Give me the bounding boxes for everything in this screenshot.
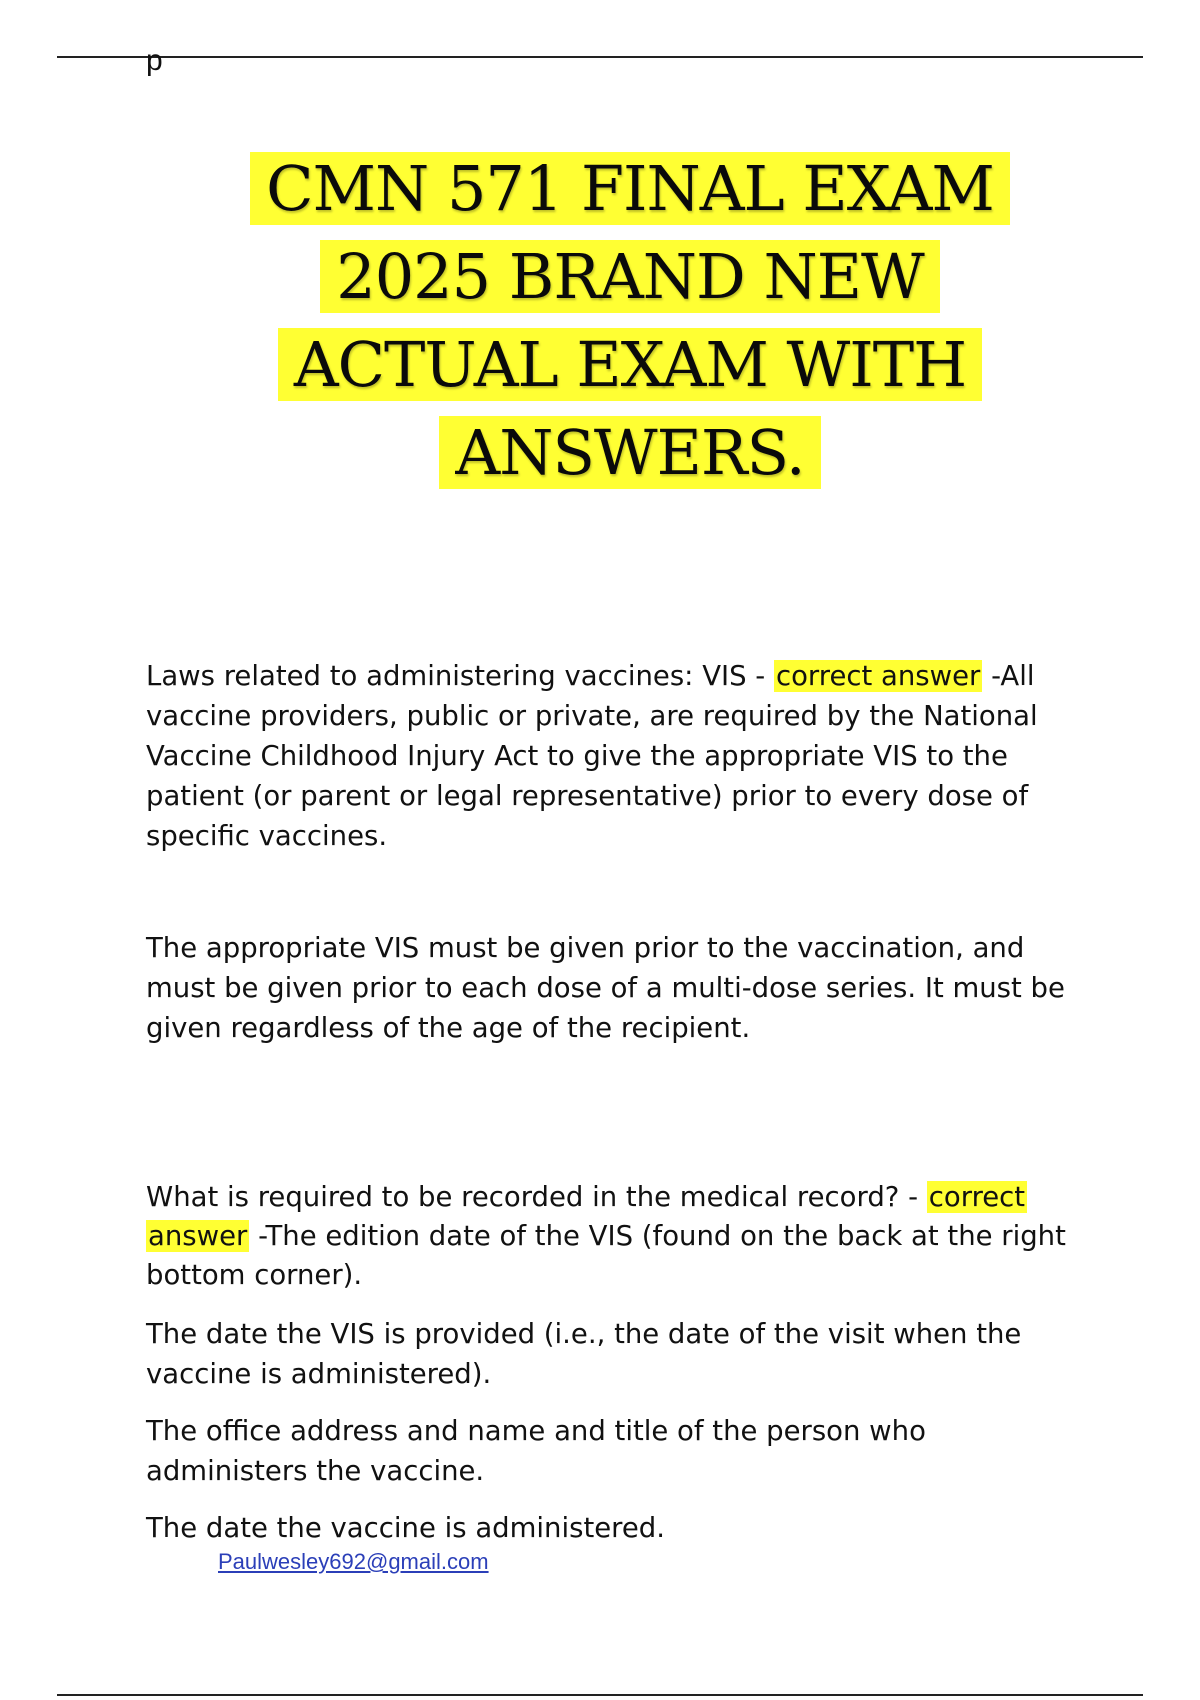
bottom-rule xyxy=(57,1694,1143,1696)
title-line-4: ANSWERS. xyxy=(439,416,820,489)
answer-2-extra-2: The office address and name and title of the person who administers the vaccine. xyxy=(146,1415,926,1487)
question-2-text: What is required to be recorded in the medical record? - xyxy=(146,1181,927,1213)
answer-2-extra-1: The date the VIS is provided (i.e., the date of the visit when the vaccine is administered). xyxy=(146,1318,1022,1390)
answer-2-marker-part2: answer xyxy=(148,1220,248,1252)
question-1-paragraph xyxy=(146,656,1096,856)
answer-1-extra-paragraph: The appropriate VIS must be given prior to the vaccination, and must be given prior to each dose of a multi-dose series. It must be given regardless of the age of the recipient. xyxy=(146,932,1065,1044)
title-line-3: ACTUAL EXAM WITH xyxy=(278,328,982,401)
document-title xyxy=(160,145,1100,497)
answer-2-extra-3: The date the vaccine is administered. xyxy=(146,1512,665,1544)
title-line-1: CMN 571 FINAL EXAM xyxy=(250,152,1010,225)
footer-email-link[interactable]: Paulwesley692@gmail.com xyxy=(218,1549,489,1574)
answer-2-text: -The edition date of the VIS (found on the back at the right bottom corner). xyxy=(146,1220,1066,1291)
top-rule xyxy=(57,56,1143,58)
answer-1-marker: correct answer xyxy=(775,660,981,692)
answer-2-marker-part1: correct xyxy=(928,1181,1026,1213)
answer-1-text: -All vaccine providers, public or private, are required by the National Vaccine Childhood Injury Act to give the appropriate VIS to the patient (or parent or legal representative) prior to every dose of specific vaccines. xyxy=(146,660,1038,852)
question-1-text: Laws related to administering vaccines: VIS - xyxy=(146,660,774,692)
title-line-2: 2025 BRAND NEW xyxy=(320,240,939,313)
question-2-paragraph xyxy=(146,1178,1096,1295)
header-mark: p xyxy=(146,44,163,77)
